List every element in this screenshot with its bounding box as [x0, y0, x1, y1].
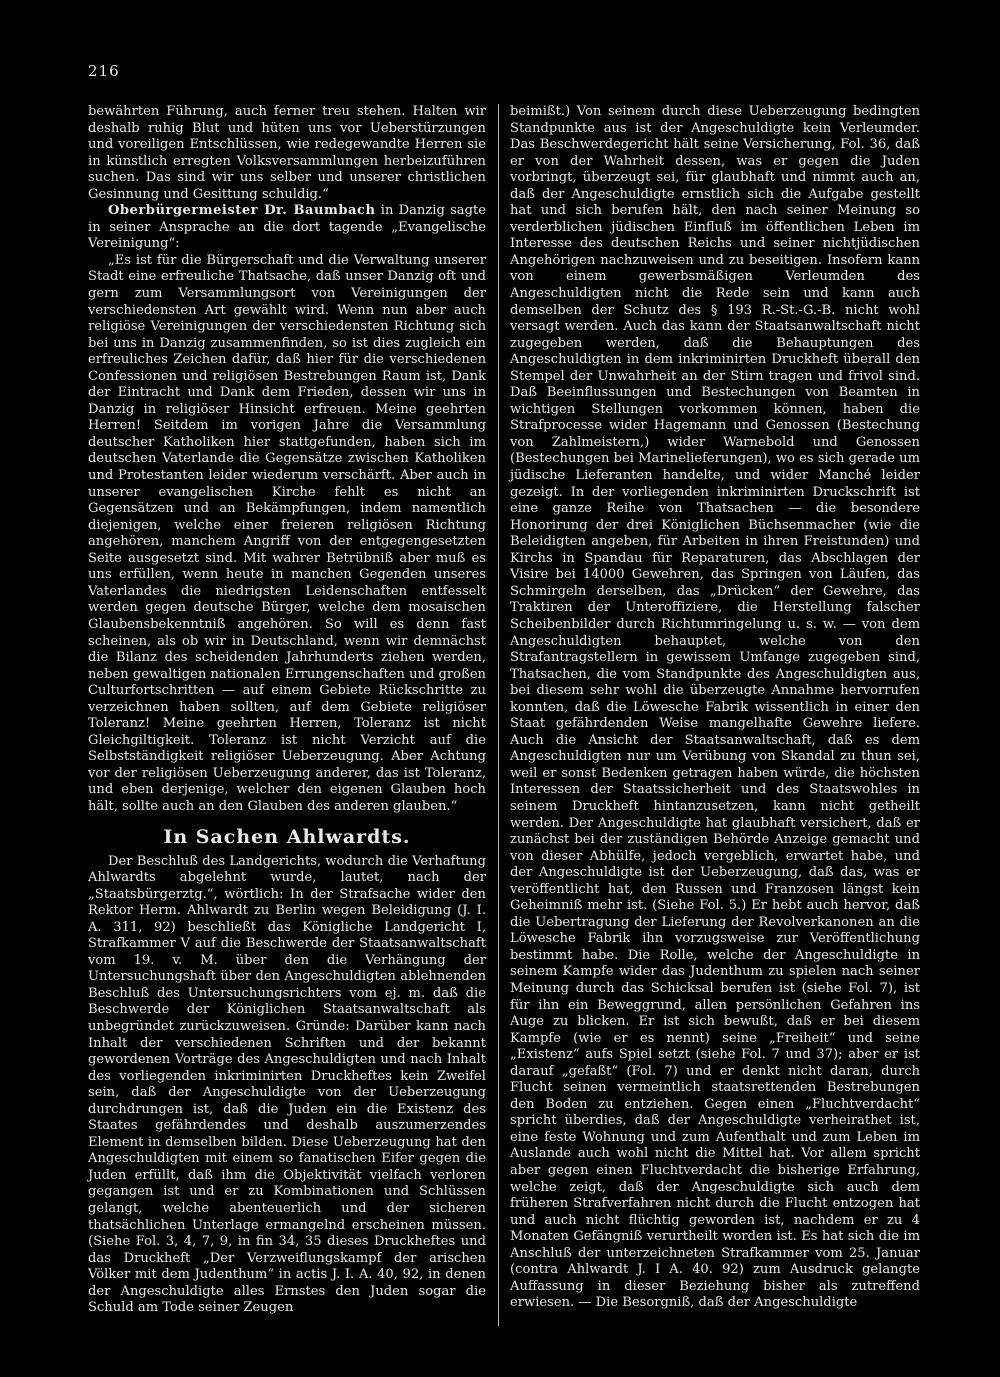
paragraph-baumbach: [88, 203, 486, 253]
paragraph-continuation-right: beimißt.) Von seinem durch diese Ueberzeugung bedingten Standpunkte aus ist der Angeschuldigte kein Verleumder. Das Beschwerdegericht hält seine Versicherung, Fol. 36, daß er von der Wahrheit dessen, was er gegen die Juden vorbringt, überzeugt sei, für glaubhaft und nimmt auch an, daß der Angeschuldigte ernstlich sich die Aufgabe gestellt hat und sich berufen hält, den nach seiner Meinung so verderblichen jüdischen Einfluß im öffentlichen Leben im Interesse des deutschen Reichs und seiner nichtjüdischen Angehörigen nachzuweisen und zu beseitigen. Insofern kann von einem gewerbsmäßigen Verleumden des Angeschuldigten nicht die Rede sein und kann auch demselben der Schutz des § 193 R.-St.-G.-B. nicht wohl versagt werden. Auch das kann der Staatsanwaltschaft nicht zugegeben werden, daß die Behauptungen des Angeschuldigten in dem inkriminirten Druckheft überall den Stempel der Unwahrheit an der Stirn tragen und frivol sind. Daß Beeinflussungen und Bestechungen von Beamten in wichtigen Stellungen vorkommen können, haben die Strafprocesse wider Hagemann und Genossen (Bestechung von Zahlmeistern,) wider Warnebold und Genossen (Bestechungen bei Marinelieferungen), wo es sich gerade um jüdische Lieferanten handelte, und wider Manché leider gezeigt. In der vorliegenden inkriminirten Druckschrift ist eine ganze Reihe von Thatsachen — die besondere Honorirung der drei Königlichen Büchsenmacher (wie die Beleidigten angeben, für Arbeiten in ihren Freistunden) und Kirchs in Spandau für Reparaturen, das Abschlagen der Visire bei 14000 Gewehren, das Springen von Läufen, das Schmirgeln derselben, das „Drücken“ der Gewehre, das Traktiren der Unteroffiziere, die Herstellung falscher Scheibenbilder durch Richtumringelung u. s. w. — von dem Angeschuldigten behauptet, welche von den Strafantragstellern in gewissem Umfange zugegeben sind, Thatsachen, die vom Standpunkte des Angeschuldigten aus, bei diesem sehr wohl die überzeugte Annahme hervorrufen konnten, daß die Löwesche Fabrik wissentlich in einer den Staat gefährdenden Weise mangelhafte Gewehre liefere. Auch die Ansicht der Staatsanwaltschaft, daß es dem Angeschuldigten nur um Verübung von Skandal zu thun sei, weil er sonst Bedenken getragen haben würde, die höchsten Interessen der Staatssicherheit und des Staatswohles in seinem Druckheft hintanzusetzen, kann nicht getheilt werden. Der Angeschuldigte hat glaubhaft versichert, daß er zunächst bei der zuständigen Behörde Anzeige gemacht und von dieser Abhülfe, jedoch vergeblich, erwartet habe, und der Angeschuldigte ist der Ueberzeugung, daß das, was er veröffentlicht hat, den Russen und Franzosen längst kein Geheimniß mehr ist. (Siehe Fol. 5.) Er hebt auch hervor, daß die Uebertragung der Lieferung der Revolverkanonen an die Löwesche Fabrik ihn vorzugsweise zur Veröffentlichung bestimmt habe. Die Rolle, welche der Angeschuldigte in seinem Kampfe wider das Judenthum zu spielen nach seiner Meinung durch das Schicksal berufen ist (siehe Fol. 7), ist für ihn ein Beweggrund, allen persönlichen Gefahren ins Auge zu blicken. Er ist sich bewußt, daß er bei diesem Kampfe (wie er es nennt) seine „Freiheit“ und seine „Existenz“ aufs Spiel setzt (siehe Fol. 7 und 37); aber er ist darauf „gefaßt“ (Fol. 7) und er denkt nicht daran, durch Flucht seinen vermeintlich staatsrettenden Bestrebungen den Boden zu entziehen. Gegen einen „Fluchtverdacht“ spricht überdies, daß der Angeschuldigte verheirathet ist, eine feste Wohnung und zum Aufenthalt und zum Leben im Auslande auch wohl nicht die Mittel hat. Vor allem spricht aber gegen einen Fluchtverdacht die bisherige Erfahrung, welche zeigt, daß der Angeschuldigte sich auch dem früheren Strafverfahren nicht durch die Flucht entzogen hat und auch nicht flüchtig geworden ist, nachdem er zu 4 Monaten Gefängniß verurtheilt worden ist. Es hat sich die im Anschluß der unterzeichneten Strafkammer vom 25. Januar (contra Ahlwardt J. I A. 40. 92) zum Ausdruck gelangte Auffassung in dieser Beziehung bisher als zutreffend erwiesen. — Die Besorgniß, daß der Angeschuldigte: [510, 104, 920, 1311]
section-heading: In Sachen Ahlwardts.: [163, 825, 411, 848]
speaker-name: Oberbürgermeister Dr. Baumbach: [108, 203, 376, 219]
quotation-text: „Es ist für die Bürgerschaft und die Verwaltung unserer Stadt eine erfreuliche Thatsache, daß unser Danzig oft und gern zum Versammlungsort von Vereinigungen der verschiedensten Art gewählt wird. Wenn nun aber auch religiöse Vereinigungen der verschiedensten Richtung sich bei uns in Danzig zusammenfinden, so ist dies zugleich ein erfreuliches Zeichen dafür, daß hier für die verschiedenen Confessionen und religiösen Bestrebungen Raum ist, Dank der Eintracht und Dank dem Frieden, dessen wir uns in Danzig in religiöser Hinsicht erfreuen. Meine geehrten Herren! Seitdem im vorigen Jahre die Versammlung deutscher Katholiken hier stattgefunden, haben sich im deutschen Vaterlande die Gegensätze zwischen Katholiken und Protestanten leider wiederum verschärft. Aber auch in unserer evangelischen Kirche fehlt es nicht an Gegensätzen und an Bekämpfungen, indem namentlich diejenigen, welche einer freieren religiösen Richtung angehören, manchem Angriff von der entgegengesetzten Seite ausgesetzt sind. Mit wahrer Betrübniß aber muß es uns erfüllen, wenn heute in manchen Gegenden unseres Vaterlandes die niedrigsten Leidenschaften entfesselt werden gegen deutsche Bürger, welche dem mosaischen Glaubensbekenntniß angehören. So will es denn fast scheinen, als ob wir in Deutschland, wenn wir demnächst die Bilanz des scheidenden Jahrhunderts ziehen werden, neben gewaltigen nationalen Errungenschaften und großen Culturfortschritten — auf einem Gebiete Rückschritte zu verzeichnen haben sollten, auf dem Gebiete religiöser Toleranz! Meine geehrten Herren, Toleranz ist nicht Gleichgiltigkeit. Toleranz ist nicht Verzicht auf die Selbstständigkeit religiöser Ueberzeugung. Aber Achtung vor der religiösen Ueberzeugung anderer, das ist Toleranz, und eben derjenige, welcher den eigenen Glauben hoch hält, sollte auch an den Glauben des anderen glauben.“: [88, 252, 486, 814]
quotation-block: [88, 253, 486, 816]
left-column: [88, 104, 486, 1317]
paragraph-ahlwardt: Der Beschluß des Landgerichts, wodurch die Verhaftung Ahlwardts abgelehnt wurde, lautet, nach der „Staatsbürgerztg.“, wörtlich: In der Strafsache wider den Rektor Herm. Ahlwardt zu Berlin wegen Beleidigung (J. I. A. 311, 92) beschließt das Königliche Landgericht I, Strafkammer V auf die Beschwerde der Staatsanwaltschaft vom 19. v. M. über den die Verhängung der Untersuchungshaft über den Angeschuldigten ablehnenden Beschluß des Untersuchungsrichters vom ej. m. daß die Beschwerde der Königlichen Staatsanwaltschaft als unbegründet zurückzuweisen. Gründe: Darüber kann nach Inhalt der verschiedenen Schriften und der bekannt gewordenen Vorträge des Angeschuldigten und nach Inhalt des vorliegenden inkriminirten Druckheftes kein Zweifel sein, daß der Angeschuldigte von der Ueberzeugung durchdrungen ist, daß die Juden ein die Existenz des Staates gefährdendes und deshalb auszumerzendes Element in demselben bilden. Diese Ueberzeugung hat den Angeschuldigten mit einem so fanatischen Eifer gegen die Juden erfüllt, daß ihm die Objektivität vielfach verloren gegangen ist und er zu Kombinationen und Schlüssen gelangt, welche abenteuerlich und der sicheren thatsächlichen Unterlage ermangelnd erscheinen müssen. (Siehe Fol. 3, 4, 7, 9, in fin 34, 35 dieses Druckheftes und das Druckheft „Der Verzweiflungskampf der arischen Völker mit dem Judenthum“ in actis J. I. A. 40, 92, in denen der Angeschuldigte alles Ernstes den Juden sogar die Schuld am Tode seiner Zeugen: [88, 853, 486, 1316]
page-number: 216: [88, 62, 120, 80]
paragraph-text: in Danzig sagte in seiner Ansprache an die dort tagende „Evangelische Vereinigung“:: [88, 203, 486, 252]
right-column: [510, 104, 920, 1312]
column-divider: [498, 104, 499, 1326]
paragraph-continuation: bewährten Führung, auch ferner treu stehen. Halten wir deshalb ruhig Blut und hüten uns vor Ueberstürzungen und voreiligen Entschlüssen, wie redegewandte Herren sie in künstlich erregten Volksversammlungen herbeizuführen suchen. Das sind wir uns selber und unserer christlichen Gesinnung und Gesittung schuldig.“: [88, 104, 486, 202]
